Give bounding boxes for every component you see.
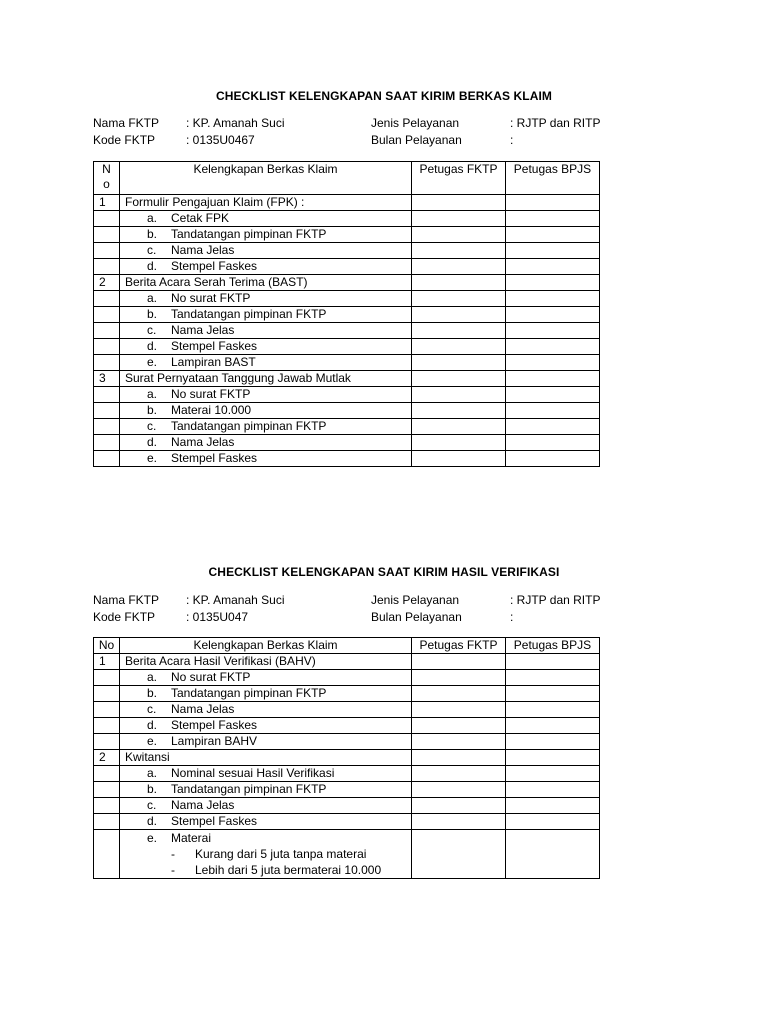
item-text: Nama Jelas	[171, 798, 235, 812]
table-row	[94, 734, 600, 750]
row-item	[120, 686, 412, 702]
row-number	[94, 814, 120, 830]
row-item	[120, 750, 412, 766]
item-letter: c.	[147, 798, 157, 812]
petugas-bpjs-cell	[506, 419, 600, 435]
petugas-fktp-cell	[412, 702, 506, 718]
row-item	[120, 339, 412, 355]
item-text: Berita Acara Hasil Verifikasi (BAHV)	[125, 654, 316, 668]
doc1-header-petugas-bpjs: Petugas BPJS	[506, 162, 600, 195]
item-letter: a.	[147, 387, 158, 401]
table-row	[94, 227, 600, 243]
table-row	[94, 686, 600, 702]
petugas-fktp-cell	[412, 275, 506, 291]
item-text: Materai 10.000	[171, 403, 252, 417]
item-text: Tandatangan pimpinan FKTP	[171, 307, 327, 321]
doc2-table-body	[94, 654, 600, 879]
petugas-fktp-cell	[412, 371, 506, 387]
doc1-kode-label: Kode FKTP	[93, 133, 156, 147]
item-text: Stempel Faskes	[171, 259, 258, 273]
table-row	[94, 195, 600, 211]
petugas-fktp-cell	[412, 435, 506, 451]
petugas-bpjs-cell	[506, 403, 600, 419]
petugas-bpjs-cell	[506, 307, 600, 323]
row-item	[120, 227, 412, 243]
item-text: Tandatangan pimpinan FKTP	[171, 419, 327, 433]
petugas-fktp-cell	[412, 419, 506, 435]
table-row	[94, 435, 600, 451]
doc2-checklist-table	[93, 637, 600, 879]
petugas-fktp-cell	[412, 403, 506, 419]
petugas-bpjs-cell	[506, 355, 600, 371]
petugas-bpjs-cell	[506, 750, 600, 766]
item-text: Stempel Faskes	[171, 451, 258, 465]
petugas-bpjs-cell	[506, 195, 600, 211]
table-row	[94, 814, 600, 830]
item-letter: b.	[147, 686, 158, 700]
petugas-fktp-cell	[412, 259, 506, 275]
petugas-fktp-cell	[412, 307, 506, 323]
table-row	[94, 451, 600, 467]
row-item	[120, 702, 412, 718]
item-letter: e.	[147, 355, 158, 369]
row-number	[94, 766, 120, 782]
row-number	[94, 227, 120, 243]
petugas-bpjs-cell	[506, 766, 600, 782]
item-letter: b.	[147, 782, 158, 796]
petugas-fktp-cell	[412, 782, 506, 798]
row-item	[120, 307, 412, 323]
item-letter: e.	[147, 734, 158, 748]
doc2-nama-label: Nama FKTP	[93, 593, 160, 607]
row-number	[94, 419, 120, 435]
petugas-bpjs-cell	[506, 227, 600, 243]
item-text: Cetak FPK	[171, 211, 230, 225]
row-number	[94, 323, 120, 339]
table-row	[94, 323, 600, 339]
doc2-title: CHECKLIST KELENGKAPAN SAAT KIRIM HASIL VERIFIKASI	[208, 565, 560, 579]
petugas-bpjs-cell	[506, 814, 600, 830]
petugas-fktp-cell	[412, 830, 506, 879]
table-row	[94, 419, 600, 435]
table-row	[94, 291, 600, 307]
doc1-table-body	[94, 195, 600, 467]
item-text: Berita Acara Serah Terima (BAST)	[125, 275, 308, 289]
petugas-bpjs-cell	[506, 782, 600, 798]
item-text: Nama Jelas	[171, 435, 235, 449]
petugas-fktp-cell	[412, 718, 506, 734]
doc1-header-item: Kelengkapan Berkas Klaim	[120, 162, 412, 195]
doc1-bulan-label: Bulan Pelayanan	[371, 133, 462, 147]
table-row	[94, 798, 600, 814]
table-row	[94, 371, 600, 387]
row-number	[94, 211, 120, 227]
petugas-bpjs-cell	[506, 435, 600, 451]
sub-dash: -	[171, 847, 175, 861]
petugas-fktp-cell	[412, 766, 506, 782]
row-number	[94, 291, 120, 307]
table-row	[94, 403, 600, 419]
doc1-header-no-line1: N	[102, 162, 111, 176]
sub-text: Kurang dari 5 juta tanpa materai	[195, 847, 367, 861]
row-number	[94, 718, 120, 734]
item-letter: d.	[147, 259, 158, 273]
table-row	[94, 339, 600, 355]
row-item	[120, 323, 412, 339]
row-number	[94, 339, 120, 355]
sub-text: Lebih dari 5 juta bermaterai 10.000	[195, 863, 382, 877]
table-row	[94, 387, 600, 403]
petugas-fktp-cell	[412, 451, 506, 467]
row-item	[120, 291, 412, 307]
row-item	[120, 211, 412, 227]
item-text: Tandatangan pimpinan FKTP	[171, 686, 327, 700]
item-text: Nama Jelas	[171, 243, 235, 257]
doc2-kode-value: : 0135U047	[186, 610, 249, 624]
item-letter: b.	[147, 403, 158, 417]
doc1-header-no	[94, 162, 120, 195]
row-item	[120, 403, 412, 419]
row-item	[120, 419, 412, 435]
row-number	[94, 798, 120, 814]
row-number	[94, 734, 120, 750]
row-item	[120, 718, 412, 734]
doc1-checklist-table	[93, 161, 600, 467]
item-text: No surat FKTP	[171, 670, 251, 684]
row-number	[94, 307, 120, 323]
row-item	[120, 654, 412, 670]
item-letter: c.	[147, 702, 157, 716]
doc1-nama-label: Nama FKTP	[93, 116, 160, 130]
petugas-fktp-cell	[412, 654, 506, 670]
item-text: Nominal sesuai Hasil Verifikasi	[171, 766, 335, 780]
doc1-jenis-label: Jenis Pelayanan	[371, 116, 460, 130]
row-item	[120, 435, 412, 451]
row-item	[120, 782, 412, 798]
doc1-kode-value: : 0135U0467	[186, 133, 255, 147]
item-letter: b.	[147, 227, 158, 241]
row-item	[120, 371, 412, 387]
row-number	[94, 830, 120, 879]
item-text: No surat FKTP	[171, 291, 251, 305]
doc2-header-petugas-fktp: Petugas FKTP	[412, 638, 506, 654]
petugas-fktp-cell	[412, 670, 506, 686]
table-row	[94, 355, 600, 371]
petugas-bpjs-cell	[506, 654, 600, 670]
row-number: 1	[94, 654, 120, 670]
item-letter: e.	[147, 451, 158, 465]
doc2-nama-value: : KP. Amanah Suci	[186, 593, 285, 607]
petugas-fktp-cell	[412, 798, 506, 814]
doc1-title: CHECKLIST KELENGKAPAN SAAT KIRIM BERKAS KLAIM	[215, 89, 553, 103]
row-item	[120, 355, 412, 371]
row-item	[120, 195, 412, 211]
row-number	[94, 243, 120, 259]
petugas-fktp-cell	[412, 814, 506, 830]
row-item	[120, 275, 412, 291]
petugas-fktp-cell	[412, 211, 506, 227]
item-text: Stempel Faskes	[171, 339, 258, 353]
row-item	[120, 734, 412, 750]
petugas-bpjs-cell	[506, 670, 600, 686]
row-item	[120, 798, 412, 814]
row-number	[94, 403, 120, 419]
item-letter: e.	[147, 831, 158, 845]
doc2-jenis-label: Jenis Pelayanan	[371, 593, 460, 607]
petugas-bpjs-cell	[506, 259, 600, 275]
item-text: Tandatangan pimpinan FKTP	[171, 227, 327, 241]
table-row	[94, 259, 600, 275]
doc2-header-item: Kelengkapan Berkas Klaim	[120, 638, 412, 654]
petugas-fktp-cell	[412, 750, 506, 766]
item-letter: d.	[147, 339, 158, 353]
item-letter: d.	[147, 814, 158, 828]
table-row	[94, 718, 600, 734]
table-row	[94, 750, 600, 766]
table-row	[94, 782, 600, 798]
row-number	[94, 670, 120, 686]
item-letter: a.	[147, 211, 158, 225]
item-text: Lampiran BAST	[171, 355, 256, 369]
item-text: No surat FKTP	[171, 387, 251, 401]
row-number	[94, 702, 120, 718]
item-letter: a.	[147, 766, 158, 780]
row-number	[94, 435, 120, 451]
item-text: Nama Jelas	[171, 702, 235, 716]
doc1-nama-value: : KP. Amanah Suci	[186, 116, 285, 130]
petugas-bpjs-cell	[506, 291, 600, 307]
table-row	[94, 275, 600, 291]
petugas-bpjs-cell	[506, 211, 600, 227]
table-row	[94, 670, 600, 686]
petugas-bpjs-cell	[506, 387, 600, 403]
petugas-bpjs-cell	[506, 323, 600, 339]
row-number	[94, 387, 120, 403]
doc2-header-no: No	[94, 638, 120, 654]
petugas-fktp-cell	[412, 227, 506, 243]
item-letter: b.	[147, 307, 158, 321]
materai-line	[125, 830, 411, 846]
doc1-header-petugas-fktp: Petugas FKTP	[412, 162, 506, 195]
item-letter: d.	[147, 435, 158, 449]
sub-dash: -	[171, 863, 175, 877]
petugas-fktp-cell	[412, 339, 506, 355]
table-row	[94, 243, 600, 259]
petugas-bpjs-cell	[506, 686, 600, 702]
petugas-bpjs-cell	[506, 371, 600, 387]
item-text: Lampiran BAHV	[171, 734, 258, 748]
item-letter: c.	[147, 419, 157, 433]
doc2-kode-label: Kode FKTP	[93, 610, 156, 624]
petugas-fktp-cell	[412, 387, 506, 403]
item-text: Formulir Pengajuan Klaim (FPK) :	[125, 195, 305, 209]
item-letter: c.	[147, 323, 157, 337]
row-number	[94, 686, 120, 702]
doc2-bulan-label: Bulan Pelayanan	[371, 610, 462, 624]
item-text: Tandatangan pimpinan FKTP	[171, 782, 327, 796]
doc2-bulan-value: :	[510, 610, 514, 624]
item-text: Nama Jelas	[171, 323, 235, 337]
row-item	[120, 451, 412, 467]
petugas-bpjs-cell	[506, 702, 600, 718]
petugas-bpjs-cell	[506, 243, 600, 259]
petugas-fktp-cell	[412, 195, 506, 211]
petugas-bpjs-cell	[506, 275, 600, 291]
materai-sub-line	[125, 846, 411, 862]
row-number	[94, 355, 120, 371]
row-item	[120, 259, 412, 275]
row-number: 1	[94, 195, 120, 211]
table-row	[94, 307, 600, 323]
item-letter: d.	[147, 718, 158, 732]
petugas-fktp-cell	[412, 291, 506, 307]
item-text: Materai	[171, 831, 212, 845]
table-row	[94, 654, 600, 670]
row-number: 2	[94, 275, 120, 291]
row-item	[120, 814, 412, 830]
petugas-bpjs-cell	[506, 339, 600, 355]
petugas-bpjs-cell	[506, 798, 600, 814]
petugas-fktp-cell	[412, 686, 506, 702]
petugas-bpjs-cell	[506, 451, 600, 467]
petugas-bpjs-cell	[506, 718, 600, 734]
row-number	[94, 259, 120, 275]
petugas-bpjs-cell	[506, 830, 600, 879]
row-number: 2	[94, 750, 120, 766]
row-number	[94, 451, 120, 467]
materai-sub-line	[125, 862, 411, 878]
petugas-fktp-cell	[412, 243, 506, 259]
table-row	[94, 211, 600, 227]
item-letter: c.	[147, 243, 157, 257]
table-row	[94, 702, 600, 718]
doc2-header-petugas-bpjs: Petugas BPJS	[506, 638, 600, 654]
item-text: Stempel Faskes	[171, 718, 258, 732]
row-item	[120, 766, 412, 782]
item-text: Surat Pernyataan Tanggung Jawab Mutlak	[125, 371, 351, 385]
row-number: 3	[94, 371, 120, 387]
row-item	[120, 670, 412, 686]
row-number	[94, 782, 120, 798]
item-letter: a.	[147, 291, 158, 305]
doc2-jenis-value: : RJTP dan RITP	[510, 593, 601, 607]
petugas-fktp-cell	[412, 355, 506, 371]
item-letter: a.	[147, 670, 158, 684]
table-row	[94, 766, 600, 782]
row-item	[120, 387, 412, 403]
table-row	[94, 830, 600, 879]
doc1-bulan-value: :	[510, 133, 514, 147]
petugas-bpjs-cell	[506, 734, 600, 750]
row-item	[120, 243, 412, 259]
petugas-fktp-cell	[412, 323, 506, 339]
item-text: Stempel Faskes	[171, 814, 258, 828]
doc1-jenis-value: : RJTP dan RITP	[510, 116, 601, 130]
item-text: Kwitansi	[125, 750, 170, 764]
petugas-fktp-cell	[412, 734, 506, 750]
doc1-header-no-line2: o	[103, 177, 110, 191]
row-item	[120, 830, 412, 879]
